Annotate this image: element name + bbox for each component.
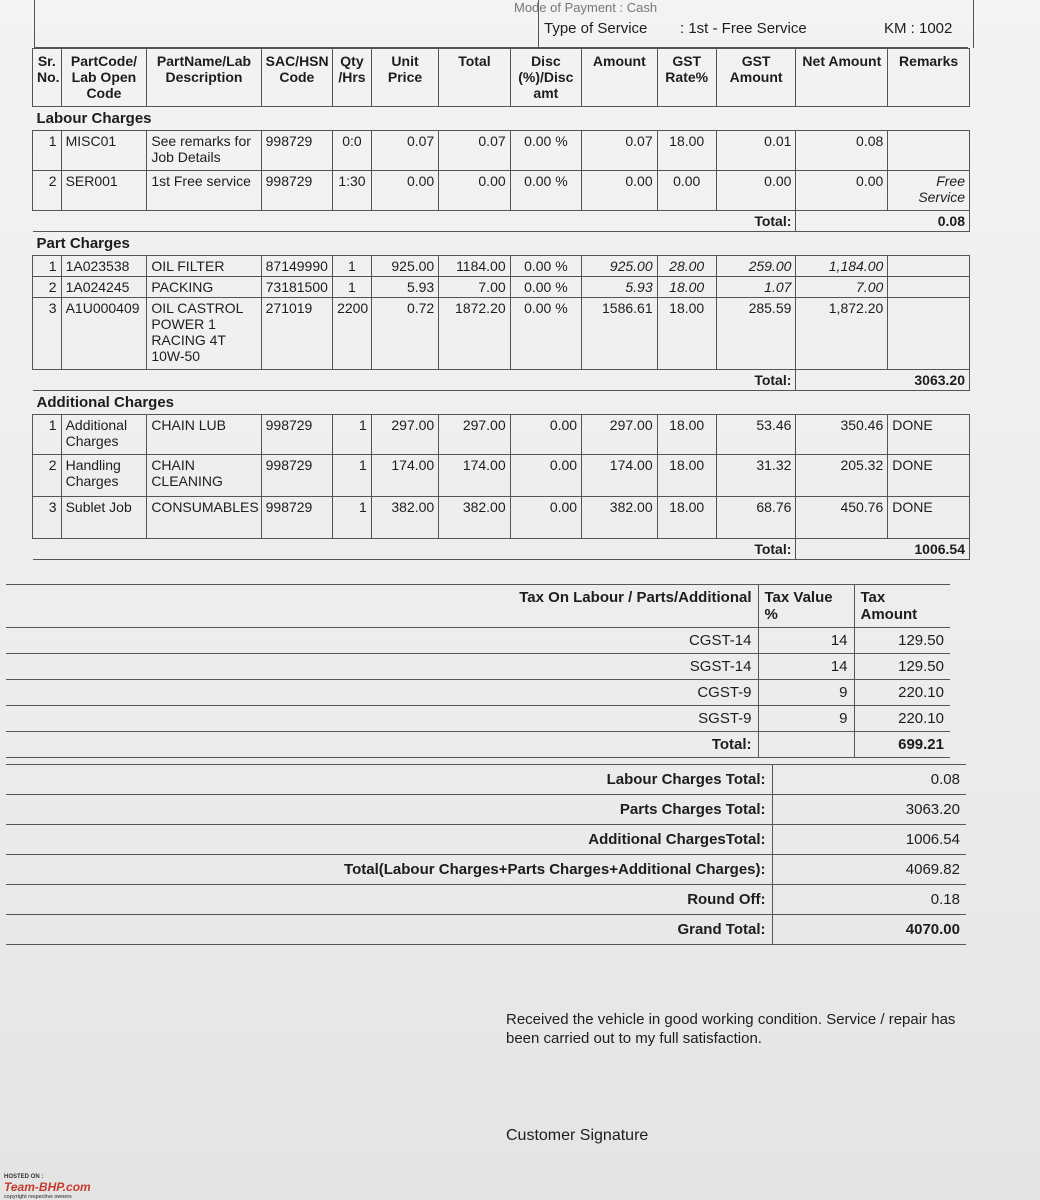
tax-table <box>6 584 950 758</box>
table-row: 1 MISC01 See remarks for Job Details 998729 0:0 0.07 0.07 0.00 % 0.07 18.00 0.01 0.08 <box>33 131 970 171</box>
col-hsn: SAC/HSN Code <box>261 49 332 107</box>
table-row: 1 1A023538 OIL FILTER 87149990 1 925.00 1184.00 0.00 % 925.00 28.00 259.00 1,184.00 <box>33 256 970 277</box>
col-remarks: Remarks <box>888 49 970 107</box>
summary-row: Round Off: 0.18 <box>6 885 966 915</box>
section-title: Additional Charges <box>33 391 970 415</box>
section-total-row: Total: 0.08 <box>33 211 970 232</box>
col-desc: PartName/Lab Description <box>147 49 261 107</box>
receipt-declaration: Received the vehicle in good working condition. Service / repair has been carried out to my full satisfaction. <box>506 1011 956 1047</box>
payment-mode-cut: Mode of Payment : Cash <box>514 0 658 15</box>
tax-row: SGST-9 9 220.10 <box>6 706 950 732</box>
service-header <box>34 0 968 48</box>
col-disc: Disc (%)/Disc amt <box>510 49 581 107</box>
summary-table <box>6 764 966 945</box>
additional-section <box>33 391 970 560</box>
labour-section <box>33 107 970 232</box>
section-total-row: Total: 1006.54 <box>33 539 970 560</box>
summary-row: Total(Labour Charges+Parts Charges+Additional Charges): 4069.82 <box>6 855 966 885</box>
col-qty: Qty /Hrs <box>333 49 372 107</box>
table-row: 2 1A024245 PACKING 73181500 1 5.93 7.00 0.00 % 5.93 18.00 1.07 7.00 <box>33 277 970 298</box>
summary-row: Additional ChargesTotal: 1006.54 <box>6 825 966 855</box>
parts-section <box>33 232 970 391</box>
col-total: Total <box>439 49 510 107</box>
watermark-logo: HOSTED ON : Team-BHP.com copyright respective owners <box>4 1174 91 1200</box>
col-code: PartCode/ Lab Open Code <box>61 49 147 107</box>
service-type-label: Type of Service <box>544 20 648 37</box>
section-total-row: Total: 3063.20 <box>33 370 970 391</box>
summary-row: Labour Charges Total: 0.08 <box>6 765 966 795</box>
summary-row: Parts Charges Total: 3063.20 <box>6 795 966 825</box>
grand-total-row: Grand Total: 4070.00 <box>6 915 966 945</box>
col-amount: Amount <box>582 49 658 107</box>
column-header-row <box>33 49 970 107</box>
km-reading: KM : 1002 <box>884 20 953 37</box>
tax-row: CGST-14 14 129.50 <box>6 628 950 654</box>
table-row: 2 Handling Charges CHAIN CLEANING 998729 1 174.00 174.00 0.00 174.00 18.00 31.32 205.32 DONE <box>33 455 970 497</box>
customer-signature-label: Customer Signature <box>506 1127 649 1144</box>
tax-row: CGST-9 9 220.10 <box>6 680 950 706</box>
col-net: Net Amount <box>796 49 888 107</box>
table-row: 2 SER001 1st Free service 998729 1:30 0.00 0.00 0.00 % 0.00 0.00 0.00 0.00 Free Service <box>33 171 970 211</box>
col-gst-amount: GST Amount <box>716 49 796 107</box>
col-gst-rate: GST Rate% <box>657 49 716 107</box>
section-title: Labour Charges <box>33 107 970 131</box>
table-row: 1 Additional Charges CHAIN LUB 998729 1 297.00 297.00 0.00 297.00 18.00 53.46 350.46 DONE <box>33 415 970 455</box>
charges-table <box>32 48 970 560</box>
table-row: 3 Sublet Job CONSUMABLES 998729 1 382.00 382.00 0.00 382.00 18.00 68.76 450.76 DONE <box>33 497 970 539</box>
col-unit: Unit Price <box>371 49 438 107</box>
col-sr: Sr. No. <box>33 49 62 107</box>
tax-row: SGST-14 14 129.50 <box>6 654 950 680</box>
table-row: 3 A1U000409 OIL CASTROL POWER 1 RACING 4T 10W-50 271019 2200 0.72 1872.20 0.00 % 1586.61 18.00 285.59 1,872.20 <box>33 298 970 370</box>
tax-header-row: Tax On Labour / Parts/Additional Tax Value % Tax Amount <box>6 585 950 628</box>
section-title: Part Charges <box>33 232 970 256</box>
service-type-value: : 1st - Free Service <box>680 20 807 37</box>
tax-total-row: Total: 699.21 <box>6 732 950 758</box>
